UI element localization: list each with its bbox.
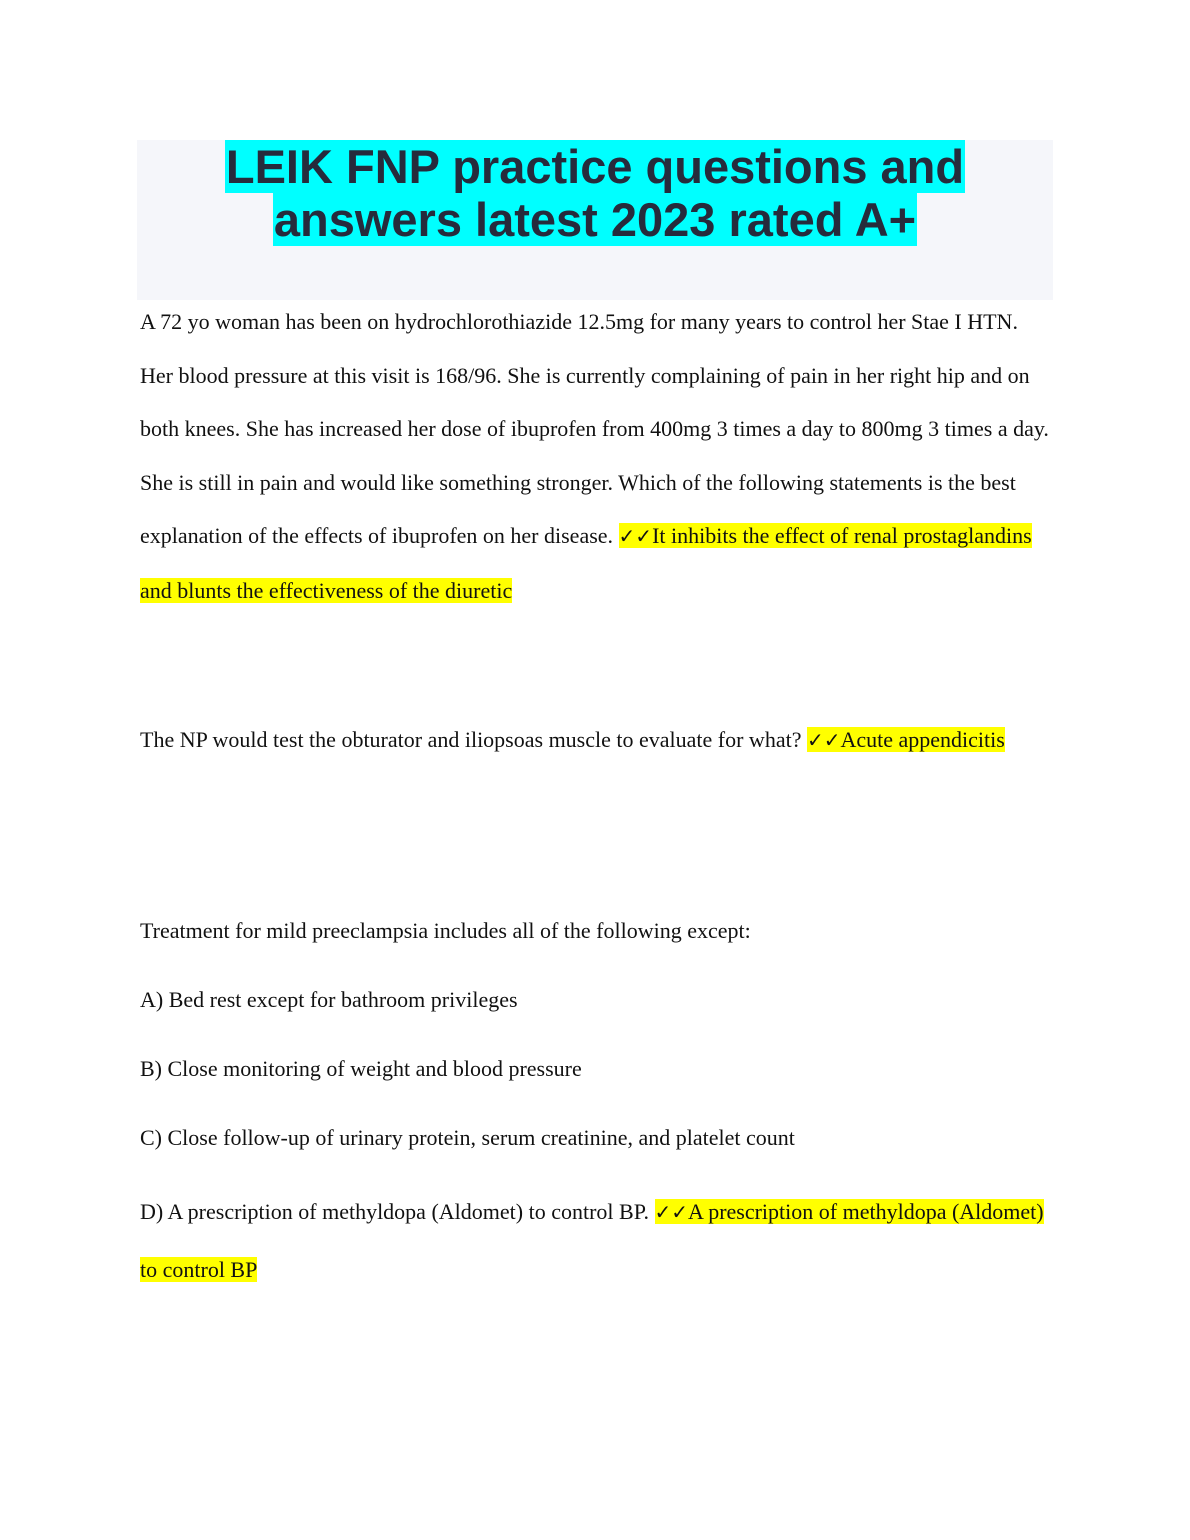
question-3-option-d-text: D) A prescription of methyldopa (Aldomet) to control BP.: [140, 1199, 649, 1224]
question-1: [140, 295, 1050, 617]
title-band: [137, 140, 1053, 300]
question-3-answer: A prescription of methyldopa (Aldomet) to control BP: [140, 1199, 1044, 1282]
question-3-option-b: B) Close monitoring of weight and blood pressure: [140, 1056, 582, 1081]
question-2-stem: The NP would test the obturator and iliopsoas muscle to evaluate for what?: [140, 727, 802, 752]
document-title: LEIK FNP practice questions and answers latest 2023 rated A+: [225, 140, 965, 246]
question-3-option-d: [140, 1183, 1050, 1299]
question-2: [140, 711, 1050, 769]
question-1-stem: A 72 yo woman has been on hydrochlorothiazide 12.5mg for many years to control her Stae I HTN. Her blood pressure at this visit is 168/96. She is currently complaining of pain in her right hip and on both knees. She has increased her dose of ibuprofen from 400mg 3 times a day to 800mg 3 times a day. She is still in pain and would like something stronger. Which of the following statements is the best explanation of the effects of ibuprofen on her disease.: [140, 309, 1049, 548]
check-mark-icon: ✓✓: [654, 1200, 689, 1224]
question-3-option-a: A) Bed rest except for bathroom privileges: [140, 987, 518, 1012]
check-mark-icon: ✓✓: [618, 524, 653, 548]
question-2-answer: Acute appendicitis: [840, 727, 1005, 752]
question-1-answer: It inhibits the effect of renal prostaglandins and blunts the effectiveness of the diuretic: [140, 523, 1032, 603]
question-3-stem: Treatment for mild preeclampsia includes all of the following except:: [140, 918, 751, 943]
question-3-option-c: C) Close follow-up of urinary protein, serum creatinine, and platelet count: [140, 1125, 795, 1150]
question-2-answer-highlight: [807, 727, 1005, 752]
check-mark-icon: ✓✓: [806, 728, 841, 752]
